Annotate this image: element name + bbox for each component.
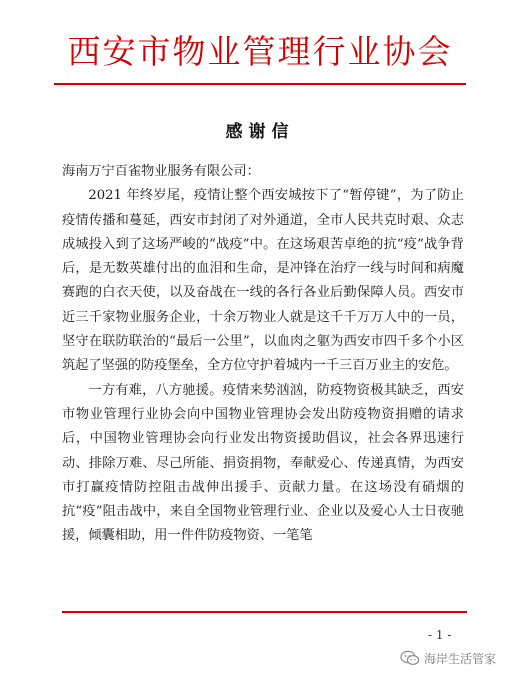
footer-red-rule (62, 611, 467, 613)
watermark (400, 648, 496, 668)
wechat-icon (400, 650, 420, 666)
watermark-text: 海岸生活管家 (424, 651, 497, 666)
letterhead-red-rule (54, 83, 466, 85)
paragraph-2: 一方有难，八方驰援。疫情来势汹汹，防疫物资极其缺乏，西安市物业管理行业协会向中国物业管理协会发出防疫物资捐赠的请求后，中国物业管理协会向行业发出物资援助倡议，社会各界迅速行动、排除万难、尽己所能、捐资捐物，奉献爱心、传递真情，为西安市打赢疫情防控阻击战伸出援手、贡献力量。在这场没有硝烟的抗“疫”阻击战中，来自全国物业管理行业、企业以及爱心人士日夜驰援，倾囊相助，用一件件防疫物资、一笔笔 (62, 382, 464, 544)
letterhead-organization: 西安市物业管理行业协会 (67, 32, 453, 71)
page-number: - 1 - (428, 628, 452, 642)
document-body (62, 160, 464, 549)
document-title: 感谢信 (225, 122, 295, 142)
salutation: 海南万宁百雀物业服务有限公司： (62, 164, 260, 179)
paragraph-1: 2021 年终岁尾，疫情让整个西安城按下了“暂停键”，为了防止疫情传播和蔓延，西安市封闭了对外通道，全市人民共克时艰、众志成城投入到了这场严峻的“战疫”中。在这场艰苦卓绝的抗“疫”战争背后，是无数英雄付出的血泪和生命，是冲锋在治疗一线与时间和病魔赛跑的白衣天使，以及奋战在一线的各行各业后勤保障人员。西安市近三千家物业服务企业，十余万物业人就是这千千万万人中的一员，坚守在联防联治的“最后一公里”，以血肉之躯为西安市四千多个小区筑起了坚强的防疫堡垒，全方位守护着城内一千三百万业主的安危。 (62, 188, 464, 374)
